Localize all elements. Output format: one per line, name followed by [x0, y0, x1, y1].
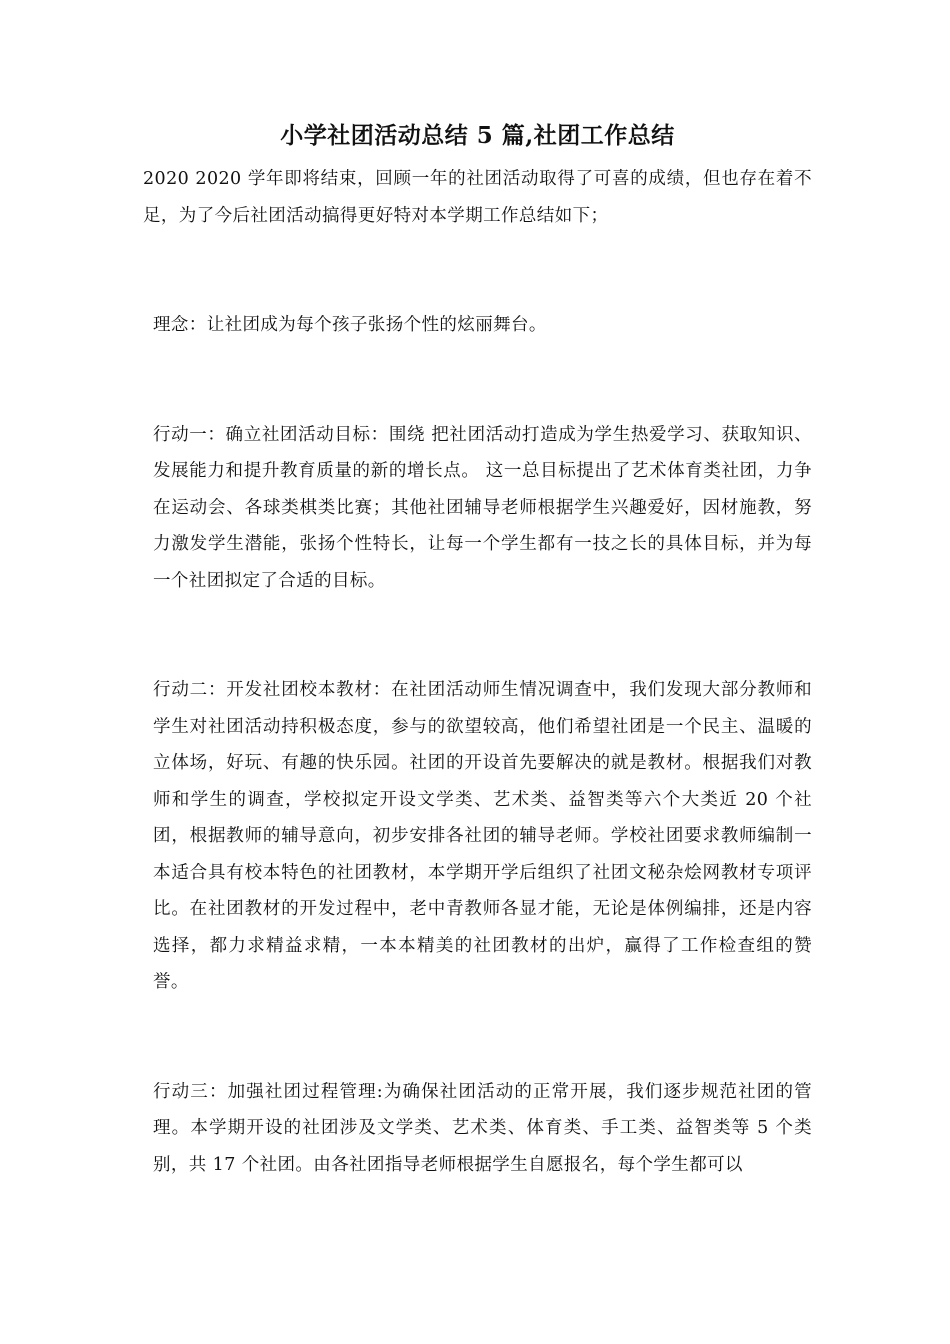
action-three-paragraph: 行动三：加强社团过程管理:为确保社团活动的正常开展，我们逐步规范社团的管理。本学期开设的社团涉及文学类、艺术类、体育类、手工类、益智类等 5 个类别，共 17 个社团。由各社团指导老师根据学生自愿报名，每个学生都可以 [153, 1081, 812, 1175]
action-two-paragraph: 行动二：开发社团校本教材：在社团活动师生情况调查中，我们发现大部分教师和学生对社团活动持积极态度，参与的欲望较高，他们希望社团是一个民主、温暖的立体场，好玩、有趣的快乐园。社团的开设首先要解决的就是教材。根据我们对教师和学生的调查，学校拟定开设文学类、艺术类、益智类等六个大类近 20 个社团，根据教师的辅导意向，初步安排各社团的辅导老师。学校社团要求教师编制一本适合具有校本特色的社团教材，本学期开学后组织了社团文秘杂烩网教材专项评比。在社团教材的开发过程中，老中青教师各显才能，无论是体例编排，还是内容选择，都力求精益求精，一本本精美的社团教材的出炉，赢得了工作检查组的赞誉。 [153, 680, 812, 992]
concept-paragraph: 理念：让社团成为每个孩子张扬个性的炫丽舞台。 [153, 315, 547, 335]
action-one-paragraph: 行动一：确立社团活动目标：围绕 把社团活动打造成为学生热爱学习、获取知识、发展能力和提升教育质量的新的增长点。 这一总目标提出了艺术体育类社团，力争在运动会、各球类棋类比赛；其他社团辅导老师根据学生兴趣爱好，因材施教，努力激发学生潜能，张扬个性特长，让每一个学生都有一技之长的具体目标，并为每一个社团拟定了合适的目标。 [153, 424, 812, 591]
document-title: 小学社团活动总结 5 篇,社团工作总结 [280, 122, 675, 149]
intro-paragraph: 2020 2020 学年即将结束，回顾一年的社团活动取得了可喜的成绩，但也存在着不足，为了今后社团活动搞得更好特对本学期工作总结如下； [143, 169, 812, 226]
